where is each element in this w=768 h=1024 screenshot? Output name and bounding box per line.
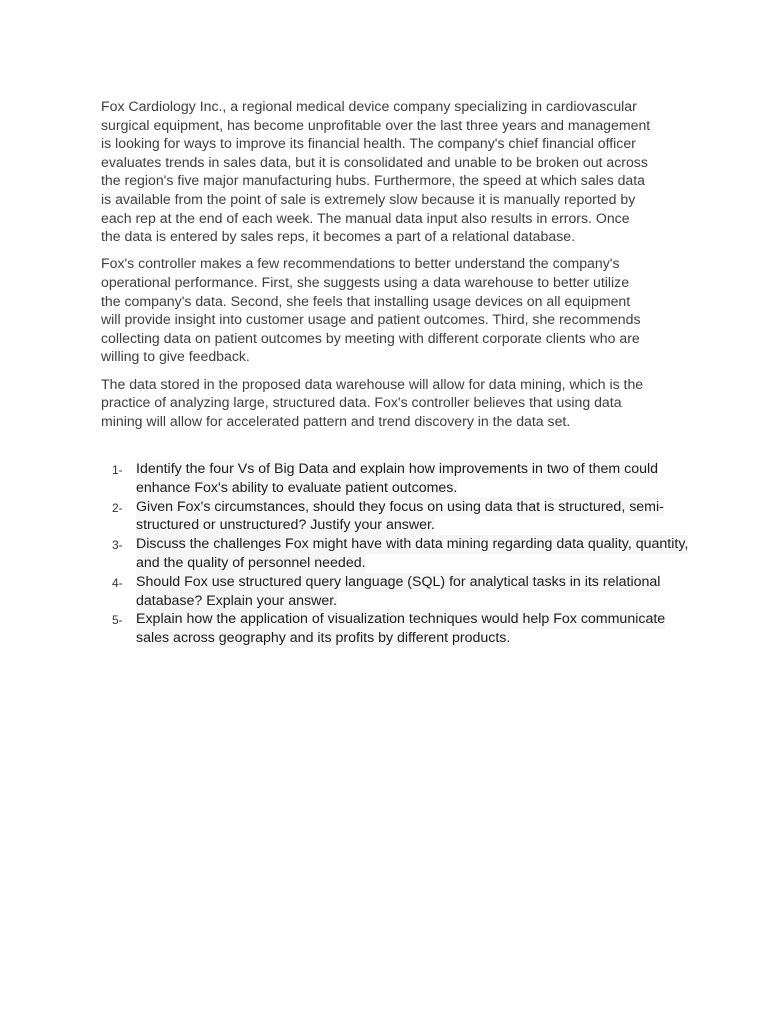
text-line: willing to give feedback. [101,348,250,365]
question-list [112,460,692,648]
question-text [136,535,692,573]
question-number: 5- [112,613,123,628]
question-text [136,460,692,498]
text-line: mining will allow for accelerated pattern and trend discovery in the data set. [101,412,571,429]
text-line: is available from the point of sale is extremely slow because it is manually reported by [101,190,636,207]
question-item [112,610,692,648]
text-line: Identify the four Vs of Big Data and explain how improvements in two of them could [136,461,659,477]
text-line: is looking for ways to improve its financial health. The company's chief financial officer [101,135,636,152]
text-line: the data is entered by sales reps, it becomes a part of a relational database. [101,228,575,245]
text-line: enhance Fox's ability to evaluate patient outcomes. [136,479,458,496]
question-number: 3- [112,538,123,553]
text-line: and the quality of personnel needed. [136,554,366,571]
text-line: Fox's controller makes a few recommendations to better understand the company's [101,255,620,272]
text-line: the region's five major manufacturing hubs. Furthermore, the speed at which sales data [101,172,646,189]
text-line: Explain how the application of visualization techniques would help Fox communicate [136,611,666,628]
case-description [101,97,667,439]
question-item [112,535,692,573]
text-line: Given Fox's circumstances, should they focus on using data that is structured, semi- [136,498,664,515]
question-item [112,573,692,611]
text-line: each rep at the end of each week. The manual data input also results in errors. Once [101,209,630,226]
question-number: 4- [112,575,123,590]
text-line: collecting data on patient outcomes by meeting with different corporate clients who are [101,329,640,346]
paragraph-controller-recommendations [101,254,667,366]
text-line: evaluates trends in sales data, but it is consolidated and unable to be broken out across [101,153,648,170]
question-item [112,460,692,498]
text-line: Should Fox use structured query language (SQL) for analytical tasks in its relational [136,573,661,590]
text-line: database? Explain your answer. [136,592,338,609]
text-line: practice of analyzing large, structured data. Fox's controller believes that using data [101,394,622,411]
text-line: The data stored in the proposed data warehouse will allow for data mining, which is the [101,375,644,392]
text-line: Fox Cardiology Inc., a regional medical device company specializing in cardiovascular [101,98,637,114]
text-line: operational performance. First, she suggests using a data warehouse to better utilize [101,273,630,290]
text-line: Discuss the challenges Fox might have with data mining regarding data quality, quantity, [136,536,689,553]
question-item [112,498,692,536]
text-line: structured or unstructured? Justify your answer. [136,517,435,534]
question-text [136,573,692,611]
text-line: will provide insight into customer usage and patient outcomes. Third, she recommends [101,311,641,328]
text-line: surgical equipment, has become unprofitable over the last three years and management [101,116,651,133]
text-line: the company's data. Second, she feels that installing usage devices on all equipment [101,292,631,309]
paragraph-data-mining [101,375,667,431]
paragraph-company-background [101,97,667,246]
question-number: 2- [112,500,123,515]
question-text [136,610,692,648]
text-line: sales across geography and its profits by different products. [136,630,511,647]
question-number: 1- [112,463,123,477]
question-text [136,498,692,536]
